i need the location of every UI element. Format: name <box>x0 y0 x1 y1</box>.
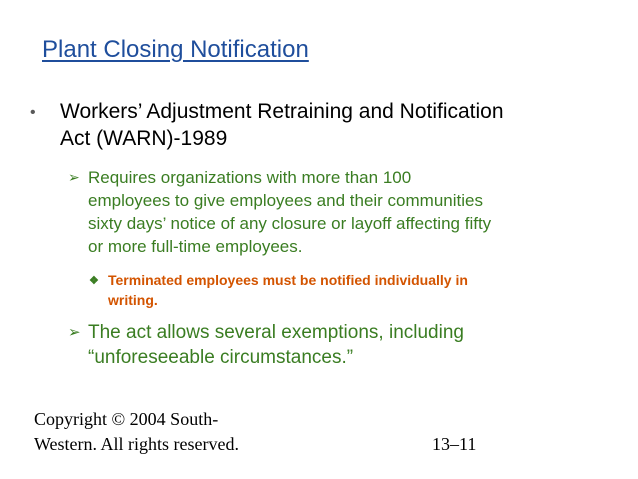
copyright-notice <box>34 407 239 457</box>
sub-bullet-exemptions-line1: The act allows several exemptions, including <box>88 322 464 343</box>
sub-sub-bullet-termination <box>89 270 589 310</box>
sub-bullet-requirements <box>68 166 608 258</box>
sub-bullet-requirements-line3: sixty days’ notice of any closure or layoff affecting fifty <box>88 214 492 233</box>
bullet-warn-act-line1: Workers’ Adjustment Retraining and Notification <box>60 100 504 123</box>
round-bullet-icon: • <box>30 104 36 121</box>
copyright-line2: Western. All rights reserved. <box>34 434 239 454</box>
bullet-warn-act-line2: Act (WARN)-1989 <box>60 127 228 150</box>
sub-bullet-requirements-line4: or more full-time employees. <box>88 237 303 256</box>
sub-bullet-exemptions-line2: “unforeseeable circumstances.” <box>88 347 354 368</box>
diamond-bullet-icon: ❖ <box>89 275 99 287</box>
slide-title: Plant Closing Notification <box>42 36 309 63</box>
arrowhead-bullet-icon: ➢ <box>68 169 80 185</box>
copyright-line1: Copyright © 2004 South- <box>34 409 219 429</box>
sub-bullet-exemptions <box>68 320 608 370</box>
sub-bullet-requirements-line2: employees to give employees and their communities <box>88 191 483 210</box>
arrowhead-bullet-icon: ➢ <box>68 324 81 341</box>
sub-sub-bullet-termination-line2: writing. <box>108 292 158 308</box>
sub-bullet-requirements-line1: Requires organizations with more than 100 <box>88 168 412 187</box>
slide-number: 13–11 <box>432 434 477 454</box>
sub-sub-bullet-termination-line1: Terminated employees must be notified individually in <box>108 272 468 288</box>
bullet-warn-act <box>30 98 610 152</box>
